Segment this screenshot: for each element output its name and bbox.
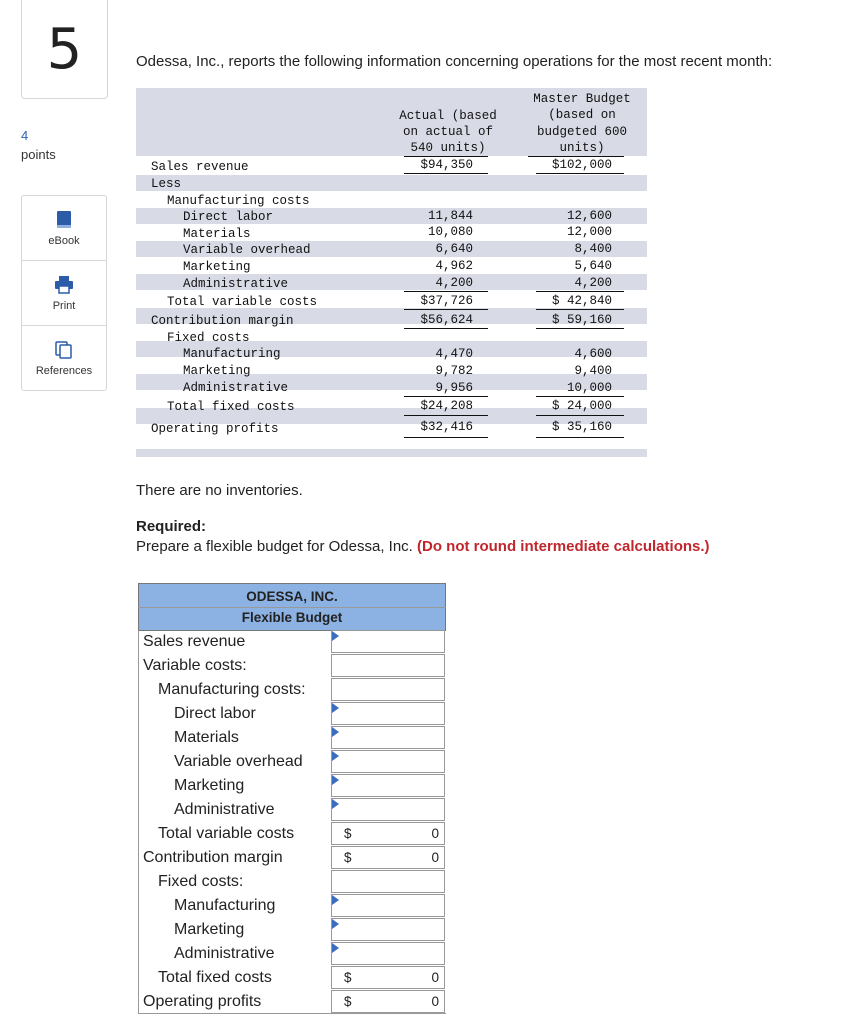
- master-header-3: budgeted 600: [536, 125, 627, 139]
- ebook-icon: [54, 210, 74, 230]
- variable-marketing-input[interactable]: [331, 774, 445, 797]
- master-value: 4,600: [574, 347, 612, 361]
- master-value: 9,400: [574, 364, 612, 378]
- actual-value: $37,726: [420, 294, 473, 308]
- materials-input[interactable]: [331, 726, 445, 749]
- answer-label: Fixed costs:: [138, 870, 330, 894]
- problem-intro: Odessa, Inc., reports the following information concerning operations for the most recent month:: [136, 53, 773, 70]
- variable-overhead-input[interactable]: [331, 750, 445, 773]
- contribution-margin-cell: [331, 846, 445, 869]
- given-label: Less: [151, 177, 182, 191]
- actual-value: $56,624: [420, 313, 473, 327]
- master-value: 12,000: [566, 225, 612, 239]
- answer-label: Operating profits: [138, 990, 330, 1014]
- actual-value: 6,640: [435, 242, 473, 256]
- given-label: Materials: [183, 227, 251, 241]
- given-label: Manufacturing costs: [167, 194, 310, 208]
- master-value: $ 59,160: [551, 313, 612, 327]
- references-icon: [54, 340, 74, 360]
- answer-row: [138, 678, 446, 702]
- total-fixed-costs-cell: [331, 966, 445, 989]
- answer-label: Administrative: [138, 798, 330, 822]
- total-variable-costs-cell: [331, 822, 445, 845]
- rounding-note: (Do not round intermediate calculations.): [417, 538, 710, 555]
- actual-header-2: on actual of: [402, 125, 493, 139]
- actual-value: 11,844: [427, 209, 473, 223]
- master-header-2: (based on: [548, 108, 616, 122]
- given-label: Contribution margin: [151, 314, 294, 328]
- total-variable-costs-value: 0: [431, 826, 439, 841]
- answer-label: Manufacturing: [138, 894, 330, 918]
- answer-row: [138, 846, 446, 870]
- dropdown-marker-icon: [332, 727, 339, 737]
- answer-row: [138, 798, 446, 822]
- given-label: Operating profits: [151, 422, 279, 436]
- references-button[interactable]: [22, 325, 106, 390]
- actual-header-1: Actual (based: [399, 109, 497, 123]
- given-label: Total fixed costs: [167, 400, 295, 414]
- answer-row: [138, 966, 446, 990]
- actual-header-3: 540 units): [410, 141, 486, 155]
- dropdown-marker-icon: [332, 631, 339, 641]
- dollar-sign: $: [344, 994, 352, 1009]
- points-value: 4: [21, 128, 29, 143]
- given-label: Sales revenue: [151, 160, 249, 174]
- dropdown-marker-icon: [332, 919, 339, 929]
- master-value: $ 24,000: [551, 399, 612, 413]
- answer-label: Variable overhead: [138, 750, 330, 774]
- dropdown-marker-icon: [332, 751, 339, 761]
- company-name: ODESSA, INC.: [246, 589, 338, 604]
- master-value: $102,000: [551, 158, 612, 172]
- required-text: [136, 538, 710, 555]
- answer-row: [138, 942, 446, 966]
- resources-panel: [21, 195, 107, 391]
- required-instruction: Prepare a flexible budget for Odessa, Inc.: [136, 538, 413, 555]
- actual-value: $94,350: [420, 158, 473, 172]
- given-label: Manufacturing: [183, 347, 281, 361]
- empty-cell: [331, 654, 445, 677]
- answer-row: [138, 750, 446, 774]
- answer-row: [138, 726, 446, 750]
- direct-labor-input[interactable]: [331, 702, 445, 725]
- actual-value: $24,208: [420, 399, 473, 413]
- dropdown-marker-icon: [332, 895, 339, 905]
- master-value: 4,200: [574, 276, 612, 290]
- ebook-label: eBook: [48, 234, 80, 247]
- answer-label: Total variable costs: [138, 822, 330, 846]
- empty-cell: [331, 870, 445, 893]
- given-label: Administrative: [183, 277, 289, 291]
- print-icon: [54, 275, 74, 295]
- answer-label: Direct labor: [138, 702, 330, 726]
- given-label: Administrative: [183, 381, 289, 395]
- fixed-marketing-input[interactable]: [331, 918, 445, 941]
- master-value: 12,600: [566, 209, 612, 223]
- fixed-administrative-input[interactable]: [331, 942, 445, 965]
- given-label: Marketing: [183, 260, 251, 274]
- actual-value: 10,080: [427, 225, 473, 239]
- answer-row: [138, 702, 446, 726]
- answer-label: Administrative: [138, 942, 330, 966]
- master-value: $ 35,160: [551, 420, 612, 434]
- no-inventories-note: There are no inventories.: [136, 482, 303, 499]
- operating-profits-cell: [331, 990, 445, 1013]
- answer-label: Marketing: [138, 774, 330, 798]
- answer-label: Materials: [138, 726, 330, 750]
- master-value: $ 42,840: [551, 294, 612, 308]
- print-button[interactable]: [22, 260, 106, 325]
- actual-value: 9,782: [435, 364, 473, 378]
- dropdown-marker-icon: [332, 775, 339, 785]
- dropdown-marker-icon: [332, 943, 339, 953]
- master-header-1: Master Budget: [533, 92, 631, 106]
- question-number: 5: [21, 0, 108, 99]
- dropdown-marker-icon: [332, 799, 339, 809]
- operating-profits-value: 0: [431, 994, 439, 1009]
- actual-value: 4,200: [435, 276, 473, 290]
- answer-row: [138, 822, 446, 846]
- references-label: References: [35, 364, 93, 377]
- answer-label: Sales revenue: [138, 630, 330, 654]
- answer-row: [138, 774, 446, 798]
- actual-value: 4,962: [435, 259, 473, 273]
- flexible-budget-title: Flexible Budget: [241, 610, 343, 625]
- actual-value: 4,470: [435, 347, 473, 361]
- given-data-table: [136, 88, 647, 457]
- answer-row: [138, 894, 446, 918]
- master-value: 5,640: [574, 259, 612, 273]
- dollar-sign: $: [344, 850, 352, 865]
- master-value: 8,400: [574, 242, 612, 256]
- dropdown-marker-icon: [332, 703, 339, 713]
- empty-cell: [331, 678, 445, 701]
- answer-label: Contribution margin: [138, 846, 330, 870]
- ebook-button[interactable]: [22, 196, 106, 260]
- master-value: 10,000: [566, 381, 612, 395]
- given-label: Fixed costs: [167, 331, 250, 345]
- answer-label: Manufacturing costs:: [138, 678, 330, 702]
- master-header-4: units): [559, 141, 605, 155]
- answer-row: [138, 654, 446, 678]
- answer-label: Variable costs:: [138, 654, 330, 678]
- sales-revenue-input[interactable]: [331, 630, 445, 653]
- answer-row: [138, 918, 446, 942]
- answer-row: [138, 870, 446, 894]
- actual-value: $32,416: [420, 420, 473, 434]
- answer-row: [138, 990, 446, 1014]
- given-label: Direct labor: [183, 210, 274, 224]
- answer-label: Marketing: [138, 918, 330, 942]
- dollar-sign: $: [344, 970, 352, 985]
- points-label: points: [21, 147, 56, 162]
- fixed-manufacturing-input[interactable]: [331, 894, 445, 917]
- contribution-margin-value: 0: [431, 850, 439, 865]
- total-fixed-costs-value: 0: [431, 970, 439, 985]
- actual-value: 9,956: [435, 381, 473, 395]
- given-label: Total variable costs: [167, 295, 318, 309]
- answer-label: Total fixed costs: [138, 966, 330, 990]
- answer-row: [138, 630, 446, 654]
- variable-administrative-input[interactable]: [331, 798, 445, 821]
- given-label: Variable overhead: [183, 243, 311, 257]
- required-heading: Required:: [136, 518, 207, 535]
- print-label: Print: [52, 299, 76, 312]
- dollar-sign: $: [344, 826, 352, 841]
- given-label: Marketing: [183, 364, 251, 378]
